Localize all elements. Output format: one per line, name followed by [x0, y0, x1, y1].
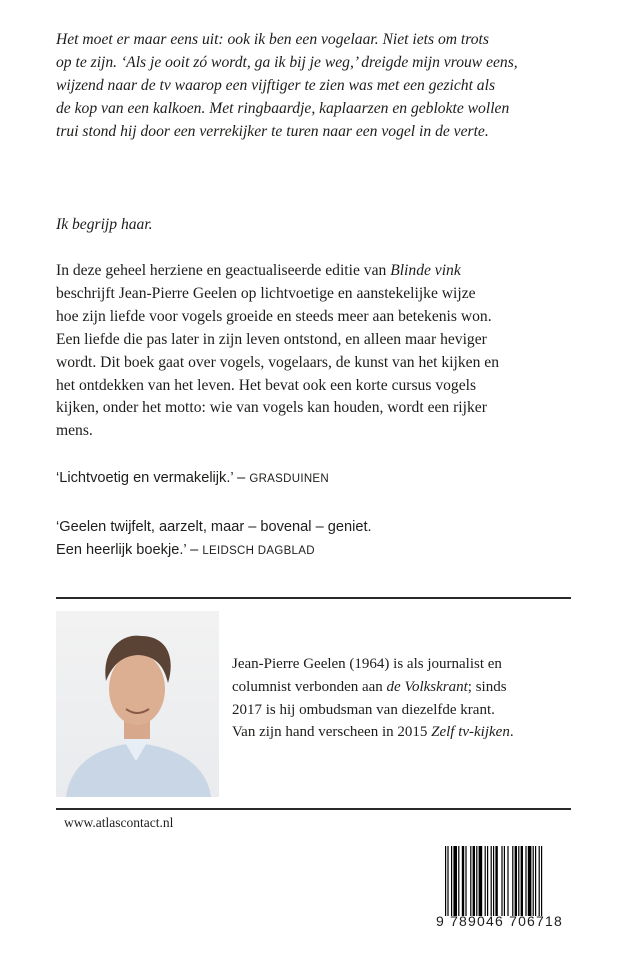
barcode-bar: [518, 846, 519, 916]
barcode-bar: [515, 846, 517, 916]
barcode-bar: [479, 846, 483, 916]
divider: [56, 808, 571, 810]
desc-line: [56, 260, 596, 283]
newspaper-title: de Volkskrant: [386, 678, 468, 695]
barcode-bar: [445, 846, 446, 916]
quote-text: ‘Lichtvoetig en vermakelijk.’: [56, 470, 234, 486]
barcode-bar: [473, 846, 475, 916]
barcode-bar: [535, 846, 536, 916]
barcode-bar: [451, 846, 452, 916]
review-quote: ‘Lichtvoetig en vermakelijk.’ – GRASDUINEN: [56, 470, 330, 486]
barcode-bar: [462, 846, 464, 916]
bio-line: Jean-Pierre Geelen (1964) is als journalist en: [232, 656, 502, 672]
barcode-bar: [507, 846, 508, 916]
barcode-bar: [447, 846, 448, 916]
short-line: Ik begrijp haar.: [56, 216, 153, 233]
intro-line: wijzend naar de tv waarop een vijftiger te zien was met een gezicht als: [56, 76, 496, 94]
barcode-bar: [512, 846, 513, 916]
barcode-bar: [485, 846, 486, 916]
book-title: Blinde vink: [390, 262, 461, 279]
barcode-bar: [533, 846, 534, 916]
publisher-url: www.atlascontact.nl: [64, 815, 174, 830]
intro-line: Het moet er maar eens uit: ook ik ben een vogelaar. Niet iets om trots: [56, 31, 489, 48]
barcode-bar: [521, 846, 523, 916]
bio-line: 2017 is hij ombudsman van diezelfde krant.: [232, 701, 495, 718]
quote-text: Een heerlijk boekje.’: [56, 542, 187, 558]
barcode-bar: [525, 846, 526, 916]
bio-text: ; sinds: [467, 678, 507, 695]
bio-text: .: [509, 724, 514, 741]
author-photo: [56, 611, 219, 797]
desc-line: mens.: [56, 422, 93, 440]
review-quote: ‘Geelen twijfelt, aarzelt, maar – bovenal – geniet. Een heerlijk boekje.’ – LEIDSCH DAGBLAD: [56, 516, 372, 563]
desc-line: hoe zijn liefde voor vogels groeide en steeds meer aan betekenis won.: [56, 307, 492, 325]
book-title: Zelf tv-kijken: [431, 724, 510, 741]
intro-line: op te zijn. ‘Als je ooit zó wordt, ga ik bij je weg,’ dreigde mijn vrouw eens,: [56, 53, 518, 71]
barcode-bar: [476, 846, 477, 916]
quote-source: GRASDUINEN: [249, 473, 330, 485]
bio-line: [232, 721, 514, 744]
desc-line: het ontdekken van het leven. Het bevat ook een korte cursus vogels: [56, 376, 477, 394]
desc-line: kijken, onder het motto: wie van vogels kan houden, wordt een rijker: [56, 399, 487, 417]
barcode-bar: [493, 846, 494, 916]
intro-line: trui stond hij door een verrekijker te turen naar een vogel in de verte.: [56, 122, 489, 140]
barcode-bar: [528, 846, 532, 916]
bio-text: columnist verbonden aan: [232, 678, 387, 695]
barcode-bar: [541, 846, 542, 916]
barcode-bar: [458, 846, 459, 916]
barcode-bar: [465, 846, 466, 916]
barcode-bar: [453, 846, 457, 916]
desc-line: wordt. Dit boek gaat over vogels, vogelaars, de kunst van het kijken en: [56, 353, 500, 371]
divider: [56, 597, 571, 599]
barcode-bar: [501, 846, 502, 916]
author-bio: [232, 653, 514, 744]
barcode-bar: [539, 846, 540, 916]
barcode-bar: [470, 846, 471, 916]
barcode-bar: [491, 846, 492, 916]
quote-text: ‘Geelen twijfelt, aarzelt, maar – bovenal – geniet.: [56, 519, 372, 535]
bio-text: Van zijn hand verscheen in 2015: [232, 724, 432, 741]
desc-line: beschrijft Jean-Pierre Geelen op lichtvoetige en aanstekelijke wijze: [56, 284, 476, 302]
desc-text: In deze geheel herziene en geactualiseerde editie van: [56, 262, 391, 279]
quote-source: LEIDSCH DAGBLAD: [202, 545, 315, 557]
barcode-bar: [487, 846, 488, 916]
bio-line: [232, 676, 514, 699]
barcode-bar: [504, 846, 505, 916]
intro-paragraph: [56, 29, 596, 144]
isbn-number: 9 789046 706718: [436, 913, 563, 929]
desc-line: Een liefde die pas later in zijn leven ontstond, en alleen maar heviger: [56, 330, 487, 348]
barcode-bar: [495, 846, 497, 916]
description-paragraph: [56, 260, 596, 443]
intro-line: de kop van een kalkoen. Met ringbaardje, kaplaarzen en geblokte wollen: [56, 99, 510, 117]
barcode: [445, 846, 565, 916]
